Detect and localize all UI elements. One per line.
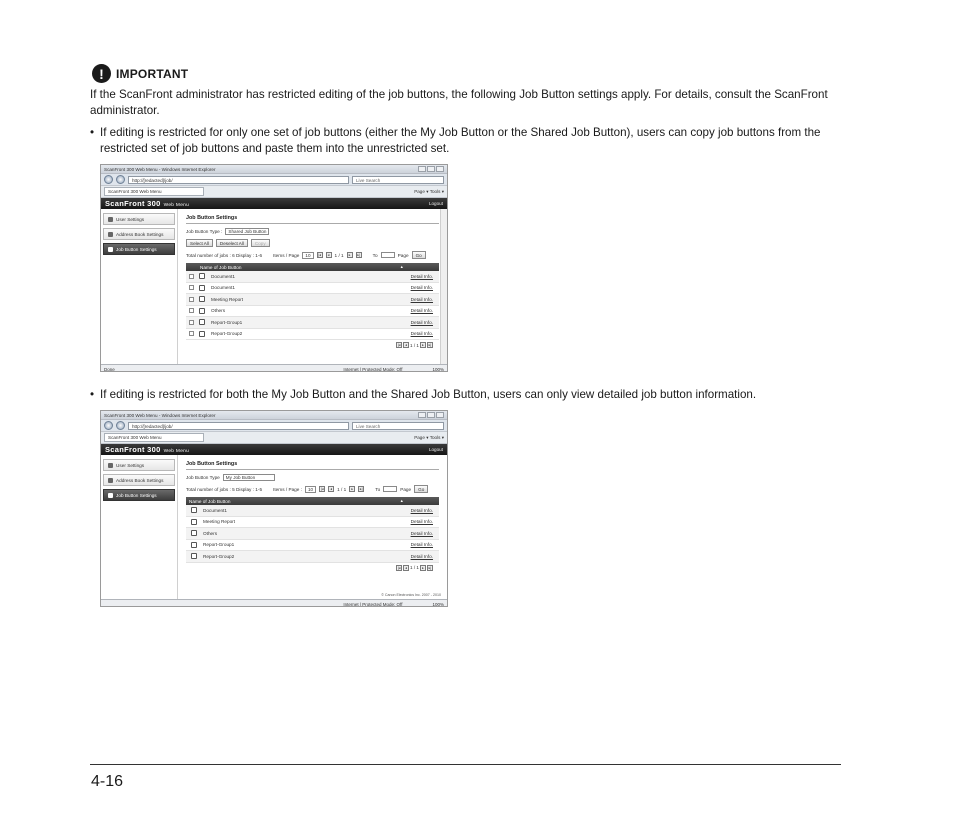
items-label: Items / Page : (273, 486, 302, 492)
tab-row (101, 432, 447, 444)
column-name[interactable]: Name of Job Button (200, 264, 242, 270)
maximize-icon[interactable] (427, 166, 435, 172)
address-book-icon (108, 478, 113, 483)
table-row: Document1 Detail Info. (186, 271, 439, 283)
next-page-button[interactable]: ▸ (349, 486, 355, 492)
app-banner (101, 444, 447, 455)
sidebar (101, 209, 178, 364)
browser-tab[interactable]: ScanFront 300 Web Menu (104, 433, 204, 442)
user-icon (108, 463, 113, 468)
minimize-icon[interactable] (418, 166, 426, 172)
table-row: Meeting Report Detail Info. (186, 294, 439, 306)
page-label: Page (400, 486, 412, 492)
next-page-button[interactable]: ▸ (347, 252, 353, 258)
page-label: Page (397, 252, 409, 258)
app-banner (101, 198, 447, 209)
bullet-one-text: If editing is restricted for only one set of job buttons (either the My Job Button or the Shared Job Button), users can copy job buttons from the restricted set of job buttons and paste them into the unrestricted set. (100, 126, 821, 155)
sort-icon[interactable]: ▴ (400, 264, 403, 269)
last-page-button[interactable]: ▸| (428, 565, 432, 570)
close-icon[interactable] (436, 166, 444, 172)
sort-icon[interactable]: ▴ (400, 498, 403, 503)
table-row: Report-Group1 Detail Info. (186, 540, 439, 552)
row-checkbox[interactable] (189, 297, 194, 302)
items-per-page-select[interactable]: 10 (302, 252, 313, 259)
address-book-icon (108, 232, 113, 237)
screenshot-my-job-button (100, 410, 448, 607)
row-checkbox[interactable] (189, 331, 194, 336)
detail-info-link[interactable]: Detail Info. (410, 273, 433, 279)
sidebar (101, 455, 178, 599)
close-icon[interactable] (436, 412, 444, 418)
status-bar (101, 364, 447, 372)
items-per-page-select[interactable]: 10 (305, 486, 316, 493)
screenshot-shared-job-button (100, 164, 448, 372)
job-icon (191, 530, 197, 536)
first-page-button[interactable]: |◂ (397, 565, 401, 570)
page-title: Job Button Settings (186, 461, 439, 470)
forward-icon[interactable] (116, 175, 125, 184)
page-content (101, 455, 447, 599)
minimize-icon[interactable] (418, 412, 426, 418)
sidebar-item-address-book[interactable]: Address Book Settings (103, 474, 175, 486)
next-page-button[interactable]: ▸ (420, 565, 426, 571)
prev-page-button[interactable]: ◂ (403, 565, 409, 571)
status-bar (101, 599, 447, 607)
security-zone: Internet | Protected Mode: Off (343, 366, 403, 372)
column-name[interactable]: Name of Job Button (189, 498, 231, 504)
job-icon (191, 507, 197, 513)
bullet-two (90, 387, 842, 403)
to-label: To (372, 252, 378, 258)
table-row: Document1 Detail Info. (186, 283, 439, 295)
bullet-dot: • (90, 126, 95, 139)
prev-page-button[interactable]: ◂ (328, 486, 334, 492)
job-icon (191, 553, 197, 559)
row-checkbox[interactable] (189, 274, 194, 279)
table-header (186, 497, 439, 505)
table-row: Others Detail Info. (186, 306, 439, 318)
type-label: Job Button Type : (186, 229, 223, 234)
intro-paragraph: If the ScanFront administrator has restricted editing of the job buttons, the following Job Button settings apply. For details, consult the ScanFront administrator. (90, 88, 828, 117)
job-icon (199, 319, 205, 325)
page-indicator: 1 / 1 (410, 342, 419, 348)
search-input[interactable]: Live Search (352, 422, 444, 430)
first-page-button[interactable]: |◂ (320, 487, 324, 491)
sidebar-item-job-button[interactable]: Job Button Settings (103, 489, 175, 501)
brand-logo: ScanFront 300 Web Menu (105, 199, 190, 208)
logout-link[interactable]: Logout (428, 447, 443, 452)
sidebar-item-job-button[interactable]: Job Button Settings (103, 243, 175, 255)
maximize-icon[interactable] (427, 412, 435, 418)
toolbar-menus[interactable]: Page ▾ Tools ▾ (414, 188, 444, 194)
job-icon (199, 308, 205, 314)
page-input[interactable] (383, 486, 397, 492)
page-input[interactable] (381, 252, 395, 258)
window-title: ScanFront 300 Web Menu - Windows Internet Explorer (104, 166, 216, 172)
page-content (101, 209, 447, 364)
row-checkbox[interactable] (189, 308, 194, 313)
important-label: IMPORTANT (116, 66, 189, 81)
job-icon (191, 542, 197, 548)
select-all-button[interactable]: Select All (186, 239, 213, 247)
window-titlebar (101, 165, 447, 174)
bullet-one (90, 125, 842, 156)
tab-row (101, 186, 447, 198)
prev-page-button[interactable]: ◂ (403, 342, 409, 348)
page-indicator: 1 / 1 (337, 486, 347, 492)
row-checkbox[interactable] (189, 285, 194, 290)
page-title: Job Button Settings (186, 215, 439, 224)
vertical-scrollbar[interactable] (440, 209, 447, 364)
sidebar-item-user-settings[interactable]: User Settings (103, 213, 175, 225)
bullet-dot: • (90, 388, 95, 401)
address-bar[interactable]: http://[redacted]/job/ (128, 422, 349, 430)
search-input[interactable]: Live Search (352, 176, 444, 184)
back-icon[interactable] (104, 421, 113, 430)
exclamation-icon: ! (92, 64, 111, 83)
detail-info-link[interactable]: Detail Info. (410, 542, 433, 548)
user-icon (108, 217, 113, 222)
address-row (101, 174, 447, 186)
address-bar[interactable]: http://[redacted]/job/ (128, 176, 349, 184)
address-row (101, 420, 447, 432)
footer-rule (90, 764, 841, 765)
table-row: Others Detail Info. (186, 528, 439, 540)
bullet-two-text: If editing is restricted for both the My Job Button and the Shared Job Button, users can only view detailed job button information. (100, 388, 757, 401)
row-checkbox[interactable] (189, 320, 194, 325)
security-zone: Internet | Protected Mode: Off (343, 601, 403, 607)
job-icon (199, 331, 205, 337)
last-page-button[interactable]: ▸| (428, 343, 432, 347)
job-button-icon (108, 493, 113, 498)
status-text: Done (104, 366, 115, 372)
last-page-button[interactable]: ▸| (357, 253, 360, 257)
items-label: Items / Page (273, 252, 300, 258)
job-table (186, 271, 439, 340)
brand-logo: ScanFront 300 Web Menu (105, 445, 190, 454)
table-header (186, 263, 439, 271)
to-label: To (375, 486, 381, 492)
bottom-pager (186, 565, 433, 571)
page-number: 4-16 (91, 773, 124, 790)
main-panel (178, 209, 447, 364)
sidebar-item-address-book[interactable]: Address Book Settings (103, 228, 175, 240)
job-table (186, 505, 439, 563)
copy-button[interactable]: Copy (251, 239, 270, 247)
detail-info-link[interactable]: Detail Info. (410, 331, 433, 337)
last-page-button[interactable]: ▸| (359, 487, 363, 491)
job-icon (199, 296, 205, 302)
copyright-text: © Canon Electronics Inc. 2007 - 2010 (381, 593, 441, 597)
job-icon (191, 519, 197, 525)
total-jobs: Total number of jobs : 5 Display : 1-5 (186, 486, 263, 492)
first-page-button[interactable]: |◂ (318, 253, 321, 257)
paging-row (186, 485, 439, 493)
deselect-all-button[interactable]: Deselect All (216, 239, 248, 247)
detail-info-link[interactable]: Detail Info. (410, 285, 433, 291)
job-icon (199, 285, 205, 291)
job-type-select[interactable]: My Job Button (223, 474, 275, 481)
first-page-button[interactable]: |◂ (397, 343, 401, 347)
type-row (186, 228, 439, 235)
detail-info-link[interactable]: Detail Info. (410, 507, 433, 513)
go-button[interactable]: Go (414, 485, 428, 493)
detail-info-link[interactable]: Detail Info. (410, 319, 433, 325)
important-heading (92, 64, 188, 83)
prev-page-button[interactable]: ◂ (326, 252, 332, 258)
browser-tab[interactable]: ScanFront 300 Web Menu (104, 187, 204, 196)
job-icon (199, 273, 205, 279)
total-jobs: Total number of jobs : 6 Display : 1-6 (186, 252, 263, 258)
detail-info-link[interactable]: Detail Info. (410, 296, 433, 302)
type-row (186, 474, 439, 481)
paging-row (186, 251, 439, 259)
window-title: ScanFront 300 Web Menu - Windows Internet Explorer (104, 412, 216, 418)
next-page-button[interactable]: ▸ (420, 342, 426, 348)
action-row (186, 239, 439, 247)
zoom-level[interactable]: 100% (432, 366, 444, 372)
zoom-level[interactable]: 100% (432, 601, 444, 607)
detail-info-link[interactable]: Detail Info. (410, 519, 433, 525)
type-label: Job Button Type (186, 475, 220, 480)
page-indicator: 1 / 1 (410, 565, 419, 570)
page-indicator: 1 / 1 (334, 252, 344, 258)
back-icon[interactable] (104, 175, 113, 184)
forward-icon[interactable] (116, 421, 125, 430)
logout-link[interactable]: Logout (428, 201, 443, 206)
table-row: Report-Group2 Detail Info. (186, 329, 439, 341)
bottom-pager (186, 342, 433, 348)
detail-info-link[interactable]: Detail Info. (410, 308, 433, 314)
job-button-icon (108, 247, 113, 252)
table-row: Report-Group2 Detail Info. (186, 551, 439, 563)
main-panel (178, 455, 447, 599)
detail-info-link[interactable]: Detail Info. (410, 553, 433, 559)
table-row: Report-Group1 Detail Info. (186, 317, 439, 329)
detail-info-link[interactable]: Detail Info. (410, 530, 433, 536)
toolbar-menus[interactable]: Page ▾ Tools ▾ (414, 434, 444, 440)
table-row: Meeting Report Detail Info. (186, 517, 439, 529)
sidebar-item-user-settings[interactable]: User Settings (103, 459, 175, 471)
job-type-select[interactable]: Shared Job Button (225, 228, 269, 235)
go-button[interactable]: Go (412, 251, 426, 259)
window-titlebar (101, 411, 447, 420)
table-row: Document1 Detail Info. (186, 505, 439, 517)
